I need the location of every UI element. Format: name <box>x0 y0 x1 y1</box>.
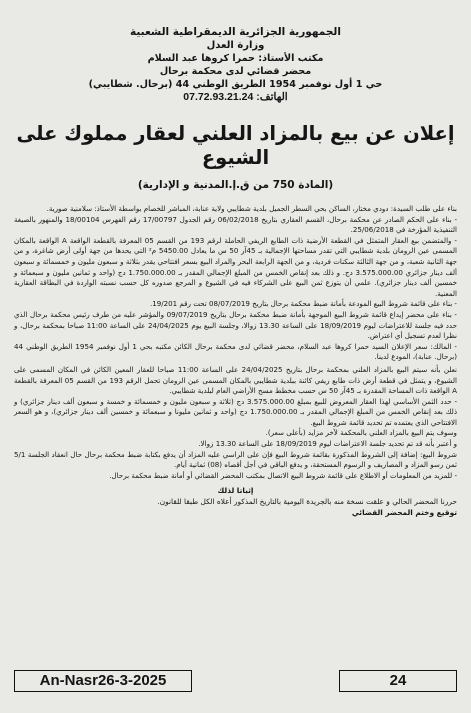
acknowledgement: إثباتا لذلك <box>217 486 254 496</box>
page-title: إعلان عن بيع بالمزاد العلني لعقار مملوك على الشيوع <box>16 122 455 169</box>
body-paragraph: - للمزيد من المعلومات أو الاطلاع على قائمة شروط البيع الاتصال بمكتب المحضر القضائي أو أمانة ضبط محكمة برحال. <box>109 470 457 480</box>
announcement-body <box>14 204 457 481</box>
closing-note: حررنا المحضر الحالي و علقت نسخة منه بالجريدة اليومية بالتاريخ المذكور أعلاه الكل طبقا للقانون. <box>157 497 457 507</box>
body-paragraph: - بناء على قائمة شروط البيع المودعة بأمانة ضبط محكمة برحال بتاريخ 08/07/2019 تحت رقم 19/201. <box>149 299 457 309</box>
publication-label: An-Nasr26-3-2025 <box>14 670 192 692</box>
ministry-heading: وزارة العدل <box>206 40 265 51</box>
body-paragraph: - المالك: سعر الإعلان السيد حمرا كروها عبد السلام، محضر قضائي لدى محكمة برحال الكائن مكتبه بحي 1 أول نوفمبر 1954 الطريق الوطني 44 (برحال. عنابة)، المودع لدينا. <box>14 341 457 362</box>
address-line: حي 1 أول نوفمبر 1954 الطريق الوطني 44 (برحال. شطايبي) <box>88 79 383 90</box>
page-number: 24 <box>339 670 457 692</box>
republic-heading: الجمهورية الجزائرية الديمقراطية الشعبية <box>130 26 341 38</box>
closing-section <box>14 485 457 518</box>
body-paragraph: - والمتضمن بيع العقار المتمثل في القطعة الأرضية ذات الطابع الريفي الحاملة لرقم 193 من القسم 05 المعرفة بالقطعة الواقعة A الواقعة بالمكان المسمى عين الرومان بلدية شطايبي التي تقدر مساحتها الإجمالية بـ 45آر 50 س ما يعادل 5450.00 م² التي يحدها من جهة أولى أرض شاغرة، و من جهة الثانية شعبة، و من جهة الثالثة سكنات فردية، و من الجهة الرابعة البحر والمراد البيع بسعر افتتاحي يقدر بثلاثة و سبعون مليون و خمسمائة و سبعون ألف دينار جزائري 3.575.000.00 دج. و ذلك بعد إنقاص الخمس من المبلغ الإجمالي المقدر بـ 1.750.000.00 دج (واحد و ثمانين مليون و سبعمائة و خمسين ألف دينار جزائري). علمي أن يتوزع ثمن البيع على الشركاء فيه في الشيوع و المرجع صدوره كل حسب نسبته الواردة في البطاقة العقارية المعنية. <box>14 235 458 298</box>
body-paragraph: - بناء على محضر إيداع قائمة شروط البيع الموجهة بأمانة ضبط محكمة برحال بتاريخ 09/07/2019 والمؤشر عليه من طرف رئيس محكمة برحال الذي حدد فيه جلسة للاعتراضات ليوم 18/09/2019 على الساعة 13.30 زوالا، وجلسة البيع يوم 24/04/2025 على الساعة 11:00 صباحا بمحكمة برحال، و نظرا لعدم تسجيل أي اعتراض. <box>14 309 458 341</box>
body-paragraph: - حدد الثمن الأساسي لهذا العقار المعروض للبيع بمبلغ 3.575.000.00 دج (ثلاثة و سبعون مليون و خمسمائة و خمسة و سبعون ألف دينار جزائري) و ذلك بعد إنقاص الخمس من المبلغ الإجمالي المقدر بـ 1.750.000.00 دج (واحد و ثمانين مليونا و سبعمائة و خمسين ألف دينار جزائري)، و هو السعر الافتتاحي الذي يعتمده تم تحديد قائمة شروط البيع. <box>14 396 457 427</box>
body-paragraph: بناء على طلب السيدة: دودي مختار، الساكن بحي السطر الجميل بلدية شطايبي ولاية عنابة، المباشر للخصام بواسطة الأستاذ: سلامنية صورية. <box>46 204 457 213</box>
page-subtitle: (المادة 750 من ق.إ.المدنية و الإدارية) <box>137 179 334 191</box>
body-paragraph: - بناء على الحكم الصادر عن محكمة برحال، القسم العقاري بتاريخ 06/02/2018 رقم الجدول 17/00797 رقم الفهرس 18/00104 والمنهور بالصيغة التنفيذية المؤرخة في 25/06/2018. <box>14 214 458 235</box>
office-heading: مكتب الأستاذ: حمرا كروها عبد السلام <box>147 53 324 64</box>
body-paragraph: و أعتبر بأنه قد تم تحديد جلسة الاعتراضات ليوم 18/09/2019 على الساعة 13.30 زوالا. <box>198 439 457 449</box>
header <box>14 26 457 104</box>
body-paragraph: شروط البيع: إضافة إلى الشروط المذكورة بقائمة شروط البيع فإن على الراسي عليه المزاد أن يدفع بكتابة ضبط محكمة برحال حال انعقاد الجلسة 5/1 ثمن رسو المزاد و المصاريف و الرسوم المستحقة، و يدفع الباقي في أجل أقصاه (08) ثمانية أيام. <box>14 449 457 470</box>
signature-line: توقيع وختم المحضر القضائي <box>351 508 457 518</box>
role-heading: محضر قضائي لدى محكمة برحال <box>159 66 312 77</box>
body-paragraph: نعلن بأنه سيتم البيع بالمزاد العلني بمحكمة برحال بتاريخ 24/04/2025 على الساعة 11:00 صباحا للعقار المعين الكائن في المكان المسمى على الشيوع، و يتمثل في قطعة أرض ذات طابع ريفي كائنة ببلدية شطايبي بالمكان المسمى عين الرومان تحمل الرقم 193 من القسم 05 المعرفة بالقطعة A الواقعة ذات المساحة المقدرة بـ 45آر 50 س حسب مخطط مسح الأراضي العام لبلدية شطايبي. <box>14 364 457 396</box>
footer <box>0 670 471 692</box>
body-paragraph: وسوف يتم البيع بالمزاد العلني بالمحكمة لآخر مزايد (بأعلى سعر). <box>265 428 457 438</box>
phone-line: الهاتف: 07.72.93.21.24 <box>183 91 288 103</box>
